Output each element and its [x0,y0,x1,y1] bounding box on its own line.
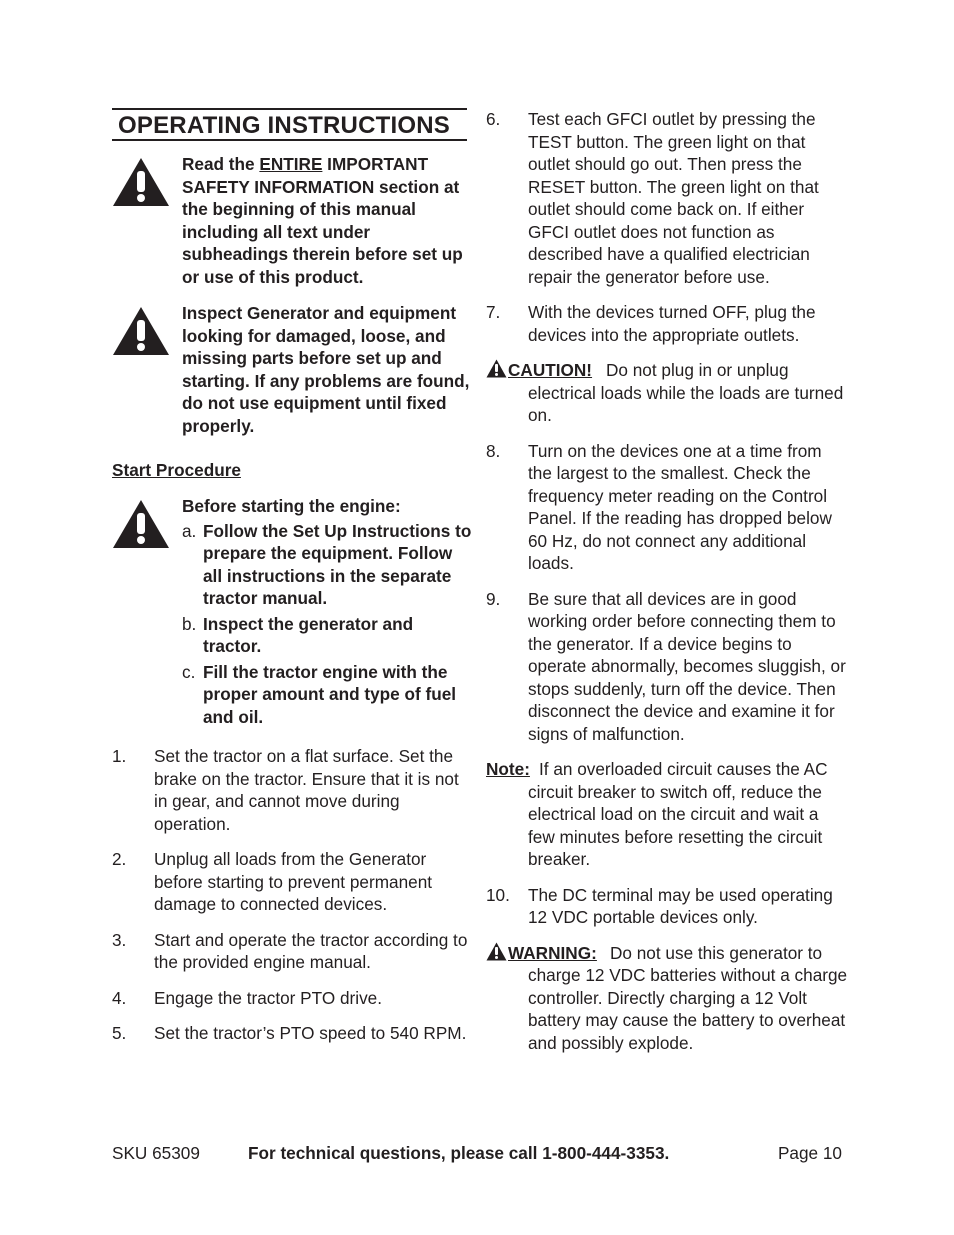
warning-label: WARNING: [508,942,597,963]
warning-triangle-icon [112,306,170,356]
step-4: 4. Engage the tractor PTO drive. [112,987,383,1008]
overload-note [486,758,848,871]
warning-triangle-icon [112,157,170,207]
right-column [486,108,848,1067]
step-6: 6. Test each GFCI outlet by pressing the TEST button. The green light on that outlet should go out. Then press the RESET button. The green light on that outlet should come back on. If either GFCI outlet does not function as described have a qualified electrician repair the generator before use. [486,109,819,287]
step-5: 5. Set the tractor’s PTO speed to 540 RPM. [112,1023,467,1043]
warning-note [486,942,848,1055]
step-9: 9. Be sure that all devices are in good working order before connecting them to the generator. If a device begins to operate abnormally, becomes sluggish, or stops suddenly, turn off the device. Then disconnect the device and examine it for signs of malfunction. [486,588,846,744]
caution-text: Do not plug in or unplug electrical loads while the loads are turned on. [528,360,844,425]
before-start-list [182,520,472,729]
note-text: If an overloaded circuit causes the AC circuit breaker to switch off, reduce the electrical load on the circuit and wait a few minutes before resetting the circuit breaker. [528,759,828,869]
list-item: c. Fill the tractor engine with the proper amount and type of fuel and oil. [182,661,457,727]
step-7: 7. With the devices turned OFF, plug the devices into the appropriate outlets. [486,302,816,345]
warning-block-before-start [112,495,472,728]
warning-block-inspect [112,302,472,437]
warning-text-inspect: Inspect Generator and equipment looking for damaged, loose, and missing parts before set up and starting. If any problems are found, do not use equipment until fixed properly. [182,303,470,436]
tech-support-line: For technical questions, please call 1-800-444-3353. [248,1143,670,1163]
step-3: 3. Start and operate the tractor according to the provided engine manual. [112,929,468,972]
warning-block-safety [112,153,472,288]
sku-number: SKU 65309 [112,1143,200,1163]
start-procedure-heading: Start Procedure [112,460,241,480]
warning-text-safety: Read the ENTIRE IMPORTANT SAFETY INFORMATION section at the beginning of this manual including all text under subheadings therein before set up or use of this product. [182,154,463,287]
left-column [112,108,472,1058]
emphasis-entire: ENTIRE [259,154,323,174]
warning-triangle-icon [112,499,170,549]
section-title: OPERATING INSTRUCTIONS [112,108,467,141]
caution-label: CAUTION! [508,360,593,380]
list-item: b. Inspect the generator and tractor. [182,613,414,656]
warning-text: Do not use this generator to charge 12 VDC batteries without a charge controller. Directly charging a 12 Volt battery may cause the battery to overheat and possibly explode. [528,942,848,1053]
page-number: Page 10 [777,1143,842,1163]
step-2: 2. Unplug all loads from the Generator before starting to prevent permanent damage to connected devices. [112,849,433,914]
step-10: 10. The DC terminal may be used operating 12 VDC portable devices only. [486,884,833,927]
warning-triangle-icon [486,359,507,378]
warning-triangle-icon [486,942,507,961]
list-item: a. Follow the Set Up Instructions to prepare the equipment. Follow all instructions in the separate tractor manual. [182,520,472,608]
step-8: 8. Turn on the devices one at a time from the largest to the smallest. Check the frequency meter reading on the Control Panel. If the reading has dropped below 60 Hz, do not connect any additional loads. [486,440,832,573]
before-start-intro: Before starting the engine: [182,496,401,516]
step-1: 1. Set the tractor on a flat surface. Set the brake on the tractor. Ensure that it is not in gear, and cannot move during operation. [112,746,459,834]
note-label: Note: [486,759,530,779]
caution-note [486,359,848,427]
